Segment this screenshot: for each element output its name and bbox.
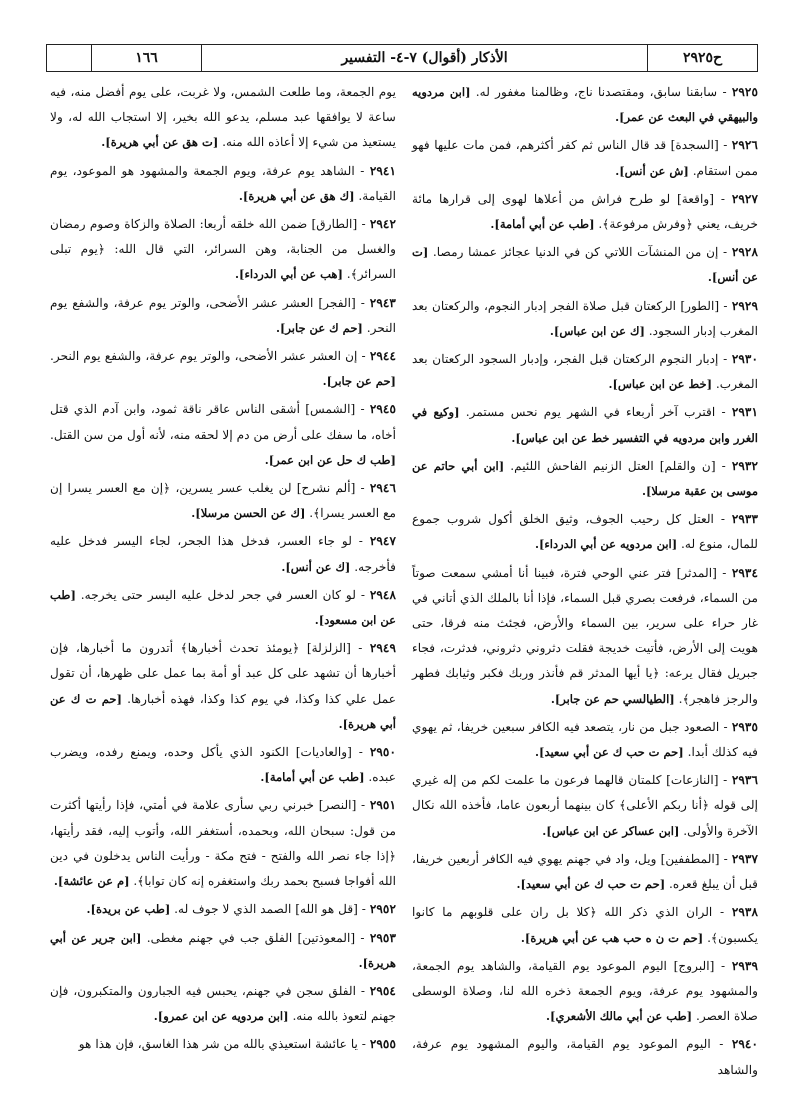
- hadith-source: [ابن مردويه والبيهقي في البعث عن عمر].: [412, 85, 758, 125]
- hadith-entry: ٢٩٢٥ - سابقنا سابق، ومقتصدنا ناج، وظالمنا مغفور له. [ابن مردويه والبيهقي في البعث عن عمر].: [412, 85, 759, 125]
- hadith-number: ٢٩٤٢: [369, 217, 396, 232]
- hadith-text: الفلق سجن في جهنم، يحبس فيه الجبارون والمتكبرون، فإن جهنم لتعوذ بالله منه.: [50, 983, 396, 1024]
- hadith-number: ٢٩٢٩: [731, 298, 758, 313]
- hadith-entry: ٢٩٢٨ - إن من المنشآت اللاتي كن في الدنيا عجائز عمشا رمصا. [ت عن أنس].: [412, 245, 758, 285]
- hadith-number: ٢٩٢٨: [731, 245, 758, 260]
- hadith-number: ٢٩٣٤: [731, 565, 758, 580]
- hadith-number: ٢٩٤٩: [369, 641, 396, 656]
- hadith-source: [ت هق عن أبي هريرة].: [101, 135, 219, 150]
- hadith-source: [هب عن أبي الدرداء].: [235, 267, 343, 282]
- hadith-number: ٢٩٤٤: [369, 349, 396, 364]
- hadith-text: يا عائشة استعيذي بالله من شر هذا الغاسق، فإن هذا هو: [78, 1037, 358, 1052]
- hadith-source: [طب عن أبي أمامة].: [260, 770, 365, 785]
- hadith-entry: ٢٩٣٦ - [النازعات] كلمتان قالهما فرعون ما علمت لكم من إله غيري إلى قوله ﴿أنا ربكم الأعلى﴾ كان بينهما أربعون عاما، فأخذه الله نكال الآخرة والأولى. [ابن عساكر عن ابن عباس].: [412, 773, 758, 838]
- hadith-number: ٢٩٣٠: [731, 352, 758, 367]
- hadith-source: [ك عن ابن عباس].: [549, 323, 645, 338]
- hadith-source: [ك هق عن أبي هريرة].: [238, 188, 355, 203]
- hadith-source: [وكيع في الغرر وابن مردويه في التفسير خط عن ابن عباس].: [412, 405, 758, 445]
- hadith-number: ٢٩٣٦: [731, 773, 758, 788]
- hadith-number: ٢٩٤٦: [369, 481, 396, 496]
- hadith-source: [حم ك عن جابر].: [275, 320, 363, 335]
- hadith-entry: ٢٩٤٥ - [الشمس] أشقى الناس عاقر ناقة ثمود، وابن آدم الذي قتل أخاه، ما سفك على أرض من دم إلا لحقه منه، لأنه أول من سن القتل. [طب ك حل عن ابن عمر].: [50, 402, 396, 467]
- hadith-number: ٢٩٣٥: [731, 719, 758, 734]
- hadith-entry: ٢٩٤١ - الشاهد يوم عرفة، ويوم الجمعة والمشهود هو الموعود، يوم القيامة. [ك هق عن أبي هريرة].: [50, 163, 396, 203]
- hadith-entry: ٢٩٣٧ - [المطففين] ويل، واد في جهنم يهوي فيه الكافر أربعين خريفا، قبل أن يبلغ قعره. [حم ت حب ك عن أبي سعيد].: [412, 851, 758, 892]
- hadith-source: [طب عن ابن مسعود].: [50, 587, 396, 628]
- hadith-text: [ن والقلم] العتل الزنيم الفاحش اللئيم.: [510, 458, 716, 473]
- hadith-number: ٢٩٥١: [369, 798, 396, 813]
- hadith-source: [طب ك حل عن ابن عمر].: [264, 452, 396, 467]
- hadith-entry: ٢٩٤٨ - لو كان العسر في جحر لدخل عليه اليسر حتى يخرجه. [طب عن ابن مسعود].: [50, 587, 397, 628]
- hadith-text: العتل كل رحيب الجوف، وثيق الخلق أكول شروب جموع للمال، منوع له.: [412, 512, 758, 552]
- hadith-entry: ٢٩٥٢ - [قل هو الله] الصمد الذي لا جوف له. [طب عن بريدة].: [86, 902, 396, 917]
- hadith-text: [البروج] اليوم الموعود يوم القيامة، والشاهد يوم الجمعة، والمشهود يوم عرفة، ويوم الجمعة ذخره الله لنا، وصلاة الوسطى صلاة العصر.: [412, 958, 758, 1024]
- header-empty-cell: [47, 45, 91, 71]
- hadith-entry: ٢٩٤٢ - [الطارق] ضمن الله خلقه أربعا: الصلاة والزكاة وصوم رمضان والغسل من الجنابة، وهن السرائر، التي قال الله: ﴿يوم تبلى السرائر﴾. [هب عن أبي الدرداء].: [50, 217, 396, 282]
- left-text-column: [50, 80, 396, 1061]
- hadith-source: [ابن مردويه عن ابن عمرو].: [153, 1009, 289, 1024]
- hadith-text: [السجدة] قد قال الناس ثم كفر أكثرهم، فمن مات عليها فهو ممن استقام.: [412, 138, 758, 178]
- hadith-text: [النصر] خبرني ربي سأرى علامة في أمتي، فإذا رأيتها أكثرت من قول: سبحان الله، وبحمده، أستغفر الله، وأتوب إليه، فقد رأيتها، ﴿إذا جاء نصر الله والفتح - فتح مكة - ورأيت الناس يدخلون في دين الله أفواجا فسبح بحمد ربك واستغفره إنه كان توابا﴾.: [50, 798, 396, 889]
- hadith-number: ٢٩٣٢: [731, 458, 758, 473]
- hadith-source: [ابن أبي حاتم عن موسى بن عقبة مرسلا].: [412, 458, 758, 499]
- hadith-number: ٢٩٣٨: [731, 905, 758, 920]
- hadith-source: [الطيالسي حم عن جابر].: [550, 691, 675, 706]
- hadith-entry: ٢٩٣٠ - إدبار النجوم الركعتان قبل الفجر، وإدبار السجود الركعتان بعد المغرب. [خط عن ابن عباس].: [412, 352, 758, 392]
- hadith-text: سابقنا سابق، ومقتصدنا ناج، وظالمنا مغفور له.: [475, 85, 718, 99]
- hadith-source: [ت عن أنس].: [412, 245, 758, 285]
- hadith-source: [ك عن أنس].: [281, 559, 351, 574]
- hadith-source: [حم ت ن ه حب هب عن أبي هريرة].: [520, 930, 704, 945]
- hadith-text: إن العشر عشر الأضحى، والوتر يوم عرفة، والشفع يوم النحر.: [50, 349, 358, 364]
- hadith-entry: ٢٩٥٥ - يا عائشة استعيذي بالله من شر هذا الغاسق، فإن هذا هو: [78, 1037, 396, 1052]
- section-title: الأذكار (أقوال) ٧-٤- التفسير: [201, 45, 647, 71]
- hadith-entry: ٢٩٤٧ - لو جاء العسر، فدخل هذا الجحر، لجاء اليسر فدخل عليه فأخرجه. [ك عن أنس].: [50, 534, 396, 574]
- hadith-source: [ابن جرير عن أبي هريرة].: [50, 930, 396, 970]
- hadith-entry: ٢٩٢٦ - [السجدة] قد قال الناس ثم كفر أكثرهم، فمن مات عليها فهو ممن استقام. [ش عن أنس].: [412, 138, 758, 178]
- hadith-source: [حم ت حب ك عن أبي سعيد].: [535, 745, 684, 760]
- hadith-entry: ٢٩٣١ - اقترب آخر أربعاء في الشهر يوم نحس مستمر. [وكيع في الغرر وابن مردويه في التفسير خط عن ابن عباس].: [412, 405, 759, 445]
- hadith-text: [ألم نشرح] لن يغلب عسر يسرين، ﴿إن مع العسر يسرا إن مع العسر يسرا﴾.: [50, 481, 396, 521]
- hadith-entry: ٢٩٥١ - [النصر] خبرني ربي سأرى علامة في أمتي، فإذا رأيتها أكثرت من قول: سبحان الله، وبحمده، أستغفر الله، وأتوب إليه، فقد رأيتها، ﴿إذا جاء نصر الله والفتح - فتح مكة - ورأيت الناس يدخلون في دين الله أفواجا فسبح بحمد ربك واستغفره إنه كان توابا﴾. [م عن عائشة].: [50, 798, 396, 889]
- hadith-number: ٢٩٤٥: [369, 402, 396, 417]
- hadith-source: [طب عن أبي أمامة].: [490, 217, 595, 232]
- hadith-entry: ٢٩٤٣ - [الفجر] العشر عشر الأضحى، والوتر يوم عرفة، والشفع يوم النحر. [حم ك عن جابر].: [50, 295, 396, 335]
- hadith-source: [ك عن الحسن مرسلا].: [191, 506, 306, 521]
- hadith-entry: ٢٩٤٦ - [ألم نشرح] لن يغلب عسر يسرين، ﴿إن مع العسر يسرا إن مع العسر يسرا﴾. [ك عن الحسن مرسلا].: [50, 481, 396, 521]
- hadith-text: [الطارق] ضمن الله خلقه أربعا: الصلاة والزكاة وصوم رمضان والغسل من الجنابة، وهن السرائر، التي قال الله: ﴿يوم تبلى السرائر﴾.: [50, 217, 396, 282]
- hadith-text: [المعوذتين] الفلق جب في جهنم مغطى.: [146, 930, 356, 945]
- hadith-entry: ٢٩٤٠ - اليوم الموعود يوم القيامة، واليوم المشهود يوم عرفة، والشاهد: [412, 1037, 758, 1077]
- hadith-entry: ٢٩٣٥ - الصعود جبل من نار، يتصعد فيه الكافر سبعين خريفا، ثم يهوي فيه كذلك أبدا. [حم ت حب ك عن أبي سعيد].: [412, 719, 758, 760]
- hadith-number: ٢٩٥٣: [369, 930, 397, 945]
- hadith-text: اقترب آخر أربعاء في الشهر يوم نحس مستمر.: [465, 405, 716, 420]
- hadith-text: الران الذي ذكر الله ﴿كلا بل ران على قلوبهم ما كانوا يكسبون﴾.: [412, 905, 758, 945]
- hadith-text: يوم الجمعة، وما طلعت الشمس، ولا غربت، على يوم أفضل منه، فيه ساعة لا يوافقها عبد مسلم، يدعو الله بخير، إلا استجاب الله له، ولا يستعيذ من شيء إلا أعاذه الله منه.: [50, 85, 396, 150]
- hadith-source: [حم عن جابر].: [322, 374, 396, 389]
- hadith-entry: ٢٩٣٣ - العتل كل رحيب الجوف، وثيق الخلق أكول شروب جموع للمال، منوع له. [ابن مردويه عن أبي الدرداء].: [412, 512, 759, 552]
- hadith-source: [طب عن أبي مالك الأشعري].: [546, 1009, 693, 1024]
- hadith-entry: [50, 80, 396, 156]
- hadith-number: ٢٩٣٩: [731, 958, 758, 973]
- hadith-entry: ٢٩٣٩ - [البروج] اليوم الموعود يوم القيامة، والشاهد يوم الجمعة، والمشهود يوم عرفة، ويوم الجمعة ذخره الله لنا، وصلاة الوسطى صلاة العصر. [طب عن أبي مالك الأشعري].: [412, 958, 758, 1024]
- hadith-text: [النازعات] كلمتان قالهما فرعون ما علمت لكم من إله غيري إلى قوله ﴿أنا ربكم الأعلى﴾ كان بينهما أربعون عاما، فأخذه الله نكال الآخرة والأولى.: [412, 773, 758, 838]
- hadith-number: ٢٩٤٧: [369, 534, 396, 549]
- hadith-text: إن من المنشآت اللاتي كن في الدنيا عجائز عمشا رمصا.: [432, 245, 719, 260]
- hadith-text: [الطور] الركعتان قبل صلاة الفجر إدبار النجوم، والركعتان بعد المغرب إدبار السجود.: [412, 298, 758, 338]
- hadith-text: الصعود جبل من نار، يتصعد فيه الكافر سبعين خريفا، ثم يهوي فيه كذلك أبدا.: [412, 719, 758, 760]
- hadith-source: [حم ت ك عن أبي هريرة].: [50, 691, 396, 731]
- hadith-entry: ٢٩٥٣ - [المعوذتين] الفلق جب في جهنم مغطى. [ابن جرير عن أبي هريرة].: [50, 930, 397, 970]
- hadith-source: [ش عن أنس].: [615, 163, 689, 178]
- hadith-text: [الشمس] أشقى الناس عاقر ناقة ثمود، وابن آدم الذي قتل أخاه، ما سفك على أرض من دم إلا لحقه منه، لأنه أول من سن القتل.: [50, 402, 396, 442]
- hadith-source: [حم ت حب ك عن أبي سعيد].: [516, 877, 666, 892]
- hadith-number: ٢٩٤٠: [731, 1037, 758, 1052]
- running-header: [46, 44, 758, 72]
- hadith-text: اليوم الموعود يوم القيامة، واليوم المشهود يوم عرفة، والشاهد: [412, 1037, 758, 1077]
- hadith-number: ٢٩٤٣: [369, 295, 396, 310]
- hadith-text: لو كان العسر في جحر لدخل عليه اليسر حتى يخرجه.: [80, 587, 356, 602]
- hadith-text: [قل هو الله] الصمد الذي لا جوف له.: [174, 902, 358, 917]
- hadith-number: ٢٩٤١: [369, 163, 396, 178]
- hadith-entry: ٢٩٣٨ - الران الذي ذكر الله ﴿كلا بل ران على قلوبهم ما كانوا يكسبون﴾. [حم ت ن ه حب هب عن أبي هريرة].: [412, 905, 758, 945]
- hadith-text: [المطففين] ويل، واد في جهنم يهوي فيه الكافر أربعين خريفا، قبل أن يبلغ قعره.: [412, 851, 758, 892]
- hadith-text: الشاهد يوم عرفة، ويوم الجمعة والمشهود هو الموعود، يوم القيامة.: [50, 163, 396, 203]
- hadith-entry: ٢٩٢٧ - [واقعة] لو طرح فراش من أعلاها لهوى إلى قرارها مائة خريف، يعني ﴿وفرش مرفوعة﴾. [طب عن أبي أمامة].: [412, 191, 758, 232]
- hadith-number: ٢٩٣١: [731, 405, 759, 420]
- hadith-text: [الفجر] العشر عشر الأضحى، والوتر يوم عرفة، والشفع يوم النحر.: [50, 295, 396, 335]
- hadith-source: [خط عن ابن عباس].: [608, 377, 713, 392]
- hadith-number: ٢٩٥٤: [369, 983, 396, 998]
- hadith-text: [المدثر] فتر عني الوحي فترة، فبينا أنا أمشي سمعت صوتاً من السماء، فرفعت بصري قبل السماء، فإذا أنا بالملك الذي أتاني في غار حراء على سرير، بين السماء والأرض، فجئث منه فرقا، حتى هويت إلى الأرض، فأتيت خديجة فقلت دثروني دثروني، فدثرت، فجاء جبريل فقال يرعه: ﴿يا أيها المدثر قم فأنذر وربك فكبر وثيابك فطهر والرجز فاهجر﴾.: [412, 565, 758, 706]
- hadith-number: ٢٩٢٦: [731, 138, 758, 153]
- hadith-entry: ٢٩٣٢ - [ن والقلم] العتل الزنيم الفاحش اللئيم. [ابن أبي حاتم عن موسى بن عقبة مرسلا].: [412, 458, 758, 499]
- hadith-entry: ٢٩٣٤ - [المدثر] فتر عني الوحي فترة، فبينا أنا أمشي سمعت صوتاً من السماء، فرفعت بصري قبل السماء، فإذا أنا بالملك الذي أتاني في غار حراء على سرير، بين السماء والأرض، فجئث منه فرقا، حتى هويت إلى الأرض، فأتيت خديجة فقلت دثروني دثروني، فدثرت، فجاء جبريل فقال يرعه: ﴿يا أيها المدثر قم فأنذر وربك فكبر وثيابك فطهر والرجز فاهجر﴾. [الطيالسي حم عن جابر].: [412, 565, 758, 706]
- hadith-entry: ٢٩٥٤ - الفلق سجن في جهنم، يحبس فيه الجبارون والمتكبرون، فإن جهنم لتعوذ بالله منه. [ابن مردويه عن ابن عمرو].: [50, 983, 396, 1024]
- hadith-text: لو جاء العسر، فدخل هذا الجحر، لجاء اليسر فدخل عليه فأخرجه.: [50, 534, 396, 574]
- page-number: ١٦٦: [91, 45, 201, 71]
- hadith-entry: ٢٩٥٠ - [والعاديات] الكنود الذي يأكل وحده، ويمنع رفده، ويضرب عبده. [طب عن أبي أمامة].: [50, 745, 396, 785]
- hadith-number: ٢٩٥٢: [369, 902, 396, 917]
- hadith-entry: ٢٩٤٤ - إن العشر عشر الأضحى، والوتر يوم عرفة، والشفع يوم النحر. [حم عن جابر].: [50, 349, 396, 389]
- hadith-number: ٢٩٥٥: [369, 1037, 396, 1052]
- hadith-number: ٢٩٢٥: [731, 85, 759, 99]
- hadith-text: إدبار النجوم الركعتان قبل الفجر، وإدبار السجود الركعتان بعد المغرب.: [412, 352, 758, 392]
- hadith-text: [والعاديات] الكنود الذي يأكل وحده، ويمنع رفده، ويضرب عبده.: [50, 745, 396, 785]
- hadith-number: ٢٩٢٧: [731, 191, 758, 206]
- hadith-number: ٢٩٤٨: [369, 587, 397, 602]
- hadith-source: [م عن عائشة].: [53, 874, 130, 889]
- hadith-entry: ٢٩٢٩ - [الطور] الركعتان قبل صلاة الفجر إدبار النجوم، والركعتان بعد المغرب إدبار السجود. [ك عن ابن عباس].: [412, 298, 758, 338]
- hadith-source: [طب عن بريدة].: [86, 902, 171, 917]
- hadith-text: [واقعة] لو طرح فراش من أعلاها لهوى إلى قرارها مائة خريف، يعني ﴿وفرش مرفوعة﴾.: [412, 191, 758, 232]
- hadith-source: [ابن عساكر عن ابن عباس].: [542, 823, 680, 838]
- hadith-number: ٢٩٥٠: [369, 745, 396, 760]
- hadith-entry: ٢٩٤٩ - [الزلزلة] ﴿يومئذ تحدث أخبارها﴾ أتدرون ما أخبارها، فإن أخبارها أن تشهد على كل عبد أو أمة بما عمل على ظهرها، أن تقول عمل علي كذا وكذا، في يوم كذا وكذا، فهذه أخبارها. [حم ت ك عن أبي هريرة].: [50, 641, 397, 731]
- hadith-number: ٢٩٣٧: [731, 851, 758, 866]
- hadith-number: ٢٩٣٣: [731, 512, 759, 527]
- hadith-text: [الزلزلة] ﴿يومئذ تحدث أخبارها﴾ أتدرون ما أخبارها، فإن أخبارها أن تشهد على كل عبد أو أمة بما عمل على ظهرها، أن تقول عمل علي كذا وكذا، في يوم كذا وكذا، فهذه أخبارها.: [50, 641, 397, 706]
- hadith-source: [ابن مردويه عن أبي الدرداء].: [534, 537, 678, 552]
- right-text-column: [412, 80, 758, 1086]
- hadith-range-code: ح٢٩٢٥: [647, 45, 757, 71]
